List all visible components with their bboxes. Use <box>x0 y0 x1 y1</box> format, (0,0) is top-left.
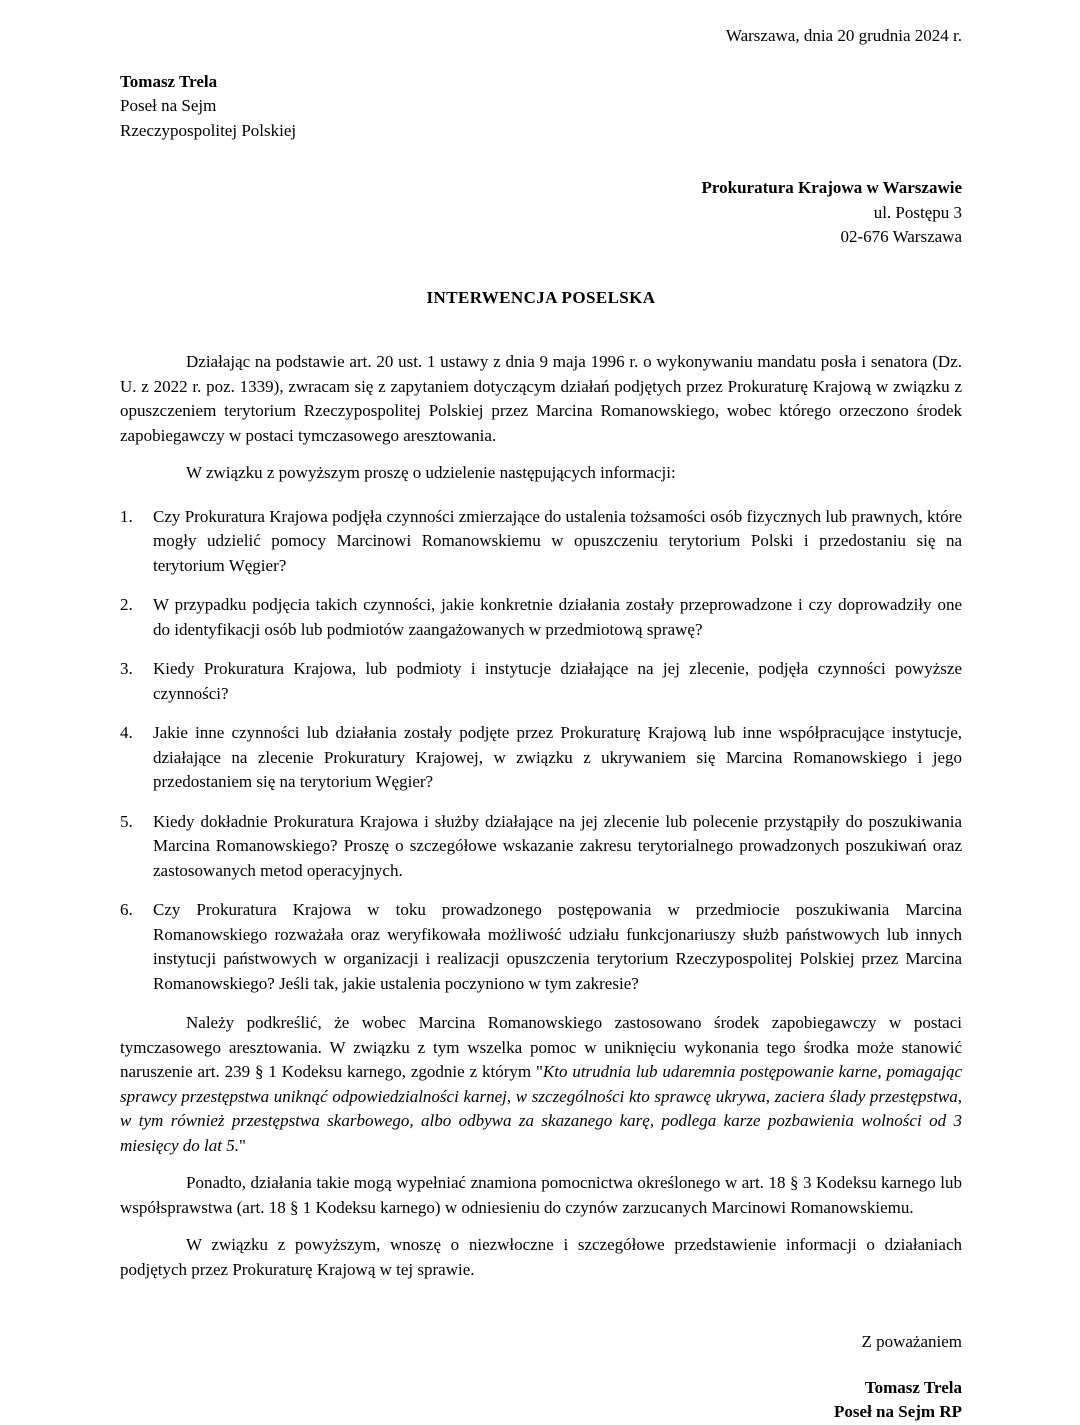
question-item-5 <box>120 810 962 884</box>
document-title: INTERWENCJA POSELSKA <box>426 287 656 307</box>
question-text: W przypadku podjęcia takich czynności, jakie konkretnie działania zostały przeprowadzone i czy doprowadziły one do identyfikacji osób lub podmiotów zaangażowanych w przedmiotową sprawę? <box>153 595 962 639</box>
recipient-name: Prokuratura Krajowa w Warszawie <box>701 178 962 197</box>
date-line: Warszawa, dnia 20 grudnia 2024 r. <box>725 26 962 45</box>
question-item-2 <box>120 593 962 642</box>
request-line: W związku z powyższym proszę o udzielenie następujących informacji: <box>186 463 676 482</box>
questions-list <box>120 505 962 997</box>
legal-paragraph-prefix: Należy podkreślić, że wobec Marcina Romanowskiego zastosowano środek zapobiegawczy w postaci tymczasowego aresztowania. W związku z tym wszelka pomoc w uniknięciu wykonania tego środka może stanowić naruszenie art. 239 § 1 Kodeksu karnego, zgodnie z którym " <box>120 1013 962 1081</box>
question-number: 6. <box>120 900 133 919</box>
recipient-address-street: ul. Postępu 3 <box>873 202 962 222</box>
question-item-6 <box>120 898 962 996</box>
sender-institution: Rzeczypospolitej Polskiej <box>120 120 297 140</box>
question-text: Kiedy Prokuratura Krajowa, lub podmioty i instytucje działające na jej zlecenie, podjęła czynności powyższe czynności? <box>153 659 962 703</box>
signoff: Z poważaniem <box>861 1332 962 1351</box>
recipient-block <box>120 176 962 250</box>
sender-role: Poseł na Sejm <box>120 96 217 115</box>
intro-paragraph: Działając na podstawie art. 20 ust. 1 ustawy z dnia 9 maja 1996 r. o wykonywaniu mandatu posła i senatora (Dz. U. z 2022 r. poz. 1339), zwracam się z zapytaniem dotyczącym działań podjętych przez Prokuraturę Krajową w związku z opuszczeniem terytorium Rzeczypospolitej Polskiej przez Marcina Romanowskiego, wobec którego orzeczono środek zapobiegawczy w postaci tymczasowego aresztowania. <box>120 352 962 445</box>
question-number: 4. <box>120 723 133 742</box>
question-text: Jakie inne czynności lub działania zostały podjęte przez Prokuraturę Krajową lub inne współpracujące instytucje, działające na zlecenie Prokuratury Krajowej, w związku z ukrywaniem się Marcina Romanowskiego i jego przedostaniem się na terytorium Węgier? <box>153 723 962 791</box>
sender-name: Tomasz Trela <box>120 71 218 91</box>
final-paragraph: W związku z powyższym, wnoszę o niezwłoczne i szczegółowe przedstawienie informacji o działaniach podjętych przez Prokuraturę Krajową w tej sprawie. <box>120 1235 962 1279</box>
signature-block <box>120 1376 962 1425</box>
question-number: 1. <box>120 506 133 526</box>
sender-block <box>120 70 962 144</box>
question-text: Kiedy dokładnie Prokuratura Krajowa i służby działające na jej zlecenie lub polecenie przystąpiły do poszukiwania Marcina Romanowskiego? Proszę o szczegółowe wskazanie zakresu terytorialnego prowadzonych poszukiwań oraz zastosowanych metod operacyjnych. <box>153 811 962 880</box>
question-text: Czy Prokuratura Krajowa podjęła czynności zmierzające do ustalenia tożsamości osób fizycznych lub prawnych, które mogły udzielić pomocy Marcinowi Romanowskiemu w opuszczeniu terytorium Polski i przedostaniu się na terytorium Węgier? <box>153 506 962 575</box>
legal-paragraph <box>120 1011 962 1158</box>
question-number: 5. <box>120 811 133 831</box>
question-item-1 <box>120 505 962 579</box>
question-text: Czy Prokuratura Krajowa w toku prowadzonego postępowania w przedmiocie poszukiwania Marcina Romanowskiego rozważała oraz weryfikowała możliwość udziału funkcjonariuszy służb państwowych lub innych instytucji państwowych w organizacji i realizacji opuszczenia terytorium Rzeczypospolitej Polskiej przez Marcina Romanowskiego? Jeśli tak, jakie ustalenia poczyniono w tym zakresie? <box>153 900 962 993</box>
question-item-4 <box>120 721 962 795</box>
legal-paragraph-suffix: " <box>238 1135 246 1155</box>
legal-quote: Kto utrudnia lub udaremnia postępowanie karne, pomagając sprawcy przestępstwa uniknąć odpowiedzialności karnej, w szczególności kto sprawcę ukrywa, zaciera ślady przestępstwa, w tym również przestępstwa skarbowego, albo odbywa za skazanego karę, podlega karze pozbawienia wolności od 3 miesięcy do lat 5. <box>120 1062 962 1155</box>
question-item-3 <box>120 657 962 706</box>
question-number: 3. <box>120 659 133 678</box>
signature-title: Poseł na Sejm RP <box>834 1402 962 1421</box>
question-number: 2. <box>120 595 133 614</box>
signature-name: Tomasz Trela <box>864 1377 962 1397</box>
recipient-address-city: 02-676 Warszawa <box>840 227 962 246</box>
aiding-paragraph: Ponadto, działania takie mogą wypełniać znamiona pomocnictwa określonego w art. 18 § 3 Kodeksu karnego lub współsprawstwa (art. 18 § 1 Kodeksu karnego) w odniesieniu do czynów zarzucanych Marcinowi Romanowskiemu. <box>120 1173 962 1217</box>
